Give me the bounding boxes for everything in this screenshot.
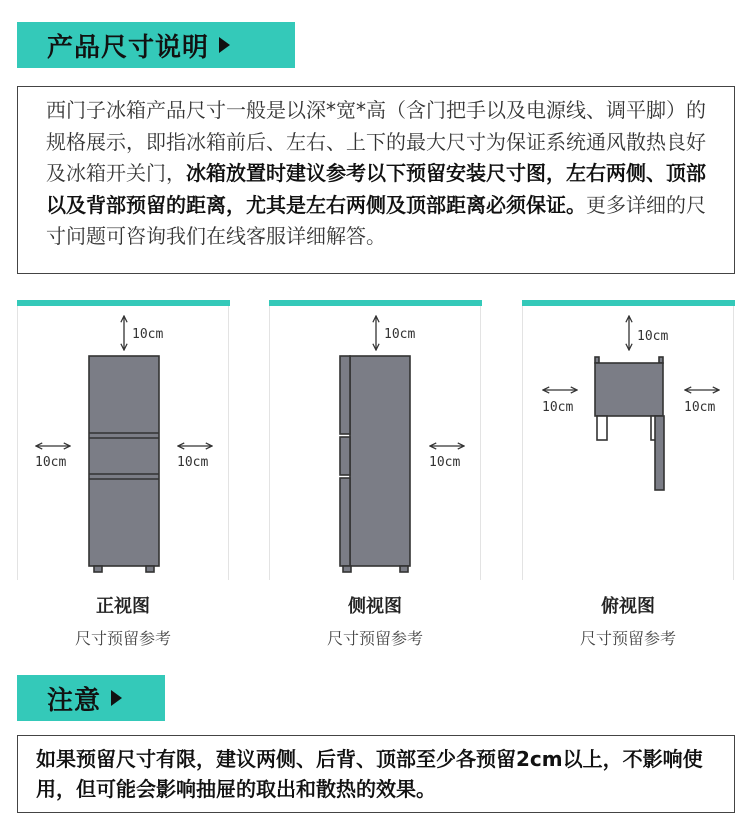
side-view-subtitle: 尺寸预留参考 — [326, 629, 423, 648]
side-view-panel — [269, 300, 481, 580]
play-arrow-icon — [111, 690, 122, 706]
right-clearance-label: 10cm — [684, 400, 716, 415]
side-view-title: 侧视图 — [348, 596, 402, 617]
section-title-notice — [17, 675, 165, 721]
notice-box — [17, 735, 735, 813]
top-clearance-label: 10cm — [637, 329, 669, 344]
top-view-caption — [522, 592, 734, 649]
section-title-product-size — [17, 22, 295, 68]
front-view-panel — [17, 300, 229, 580]
right-clearance-label: 10cm — [177, 455, 209, 470]
side-view-caption — [269, 592, 481, 649]
top-clearance-label: 10cm — [132, 327, 164, 342]
top-clearance-label: 10cm — [384, 327, 416, 342]
intro-bold-text: 冰箱放置时建议参考以下预留安装尺寸图，左右两侧、顶部以及背部预留的距离，尤其是左右两侧及顶部距离必须保证。 — [46, 161, 706, 217]
intro-text: 西门子冰箱产品尺寸一般是以深*宽*高（含门把手以及电源线、调平脚）的规格展示，即指冰箱前后、左右、上下的最大尺寸为保证系统通风散热良好及冰箱开关门， — [46, 98, 706, 185]
intro-text-end: 更多详细的尺寸问题可咨询我们在线客服详细解答。 — [46, 192, 706, 248]
play-arrow-icon — [219, 37, 230, 53]
top-view-diagram — [523, 300, 735, 580]
top-view-title: 俯视图 — [601, 596, 655, 617]
front-view-caption — [17, 592, 229, 649]
side-view-diagram — [270, 300, 482, 580]
section-title-text: 产品尺寸说明 — [47, 32, 210, 63]
notice-text: 如果预留尺寸有限，建议两侧、后背、顶部至少各预留2cm以上，不影响使用，但可能会影响抽屉的取出和散热的效果。 — [36, 747, 703, 801]
intro-box — [17, 86, 735, 274]
front-view-title: 正视图 — [96, 596, 150, 617]
fridge-side-shape — [340, 356, 410, 572]
front-view-diagram — [18, 300, 230, 580]
front-view-subtitle: 尺寸预留参考 — [74, 629, 171, 648]
top-view-panel — [522, 300, 734, 580]
right-clearance-label: 10cm — [429, 455, 461, 470]
section-title-text: 注意 — [47, 685, 102, 716]
left-clearance-label: 10cm — [542, 400, 574, 415]
left-clearance-label: 10cm — [35, 455, 67, 470]
top-view-subtitle: 尺寸预留参考 — [579, 629, 676, 648]
fridge-front-shape — [89, 356, 159, 572]
fridge-top-shape — [595, 357, 664, 490]
intro-paragraph — [46, 95, 720, 253]
